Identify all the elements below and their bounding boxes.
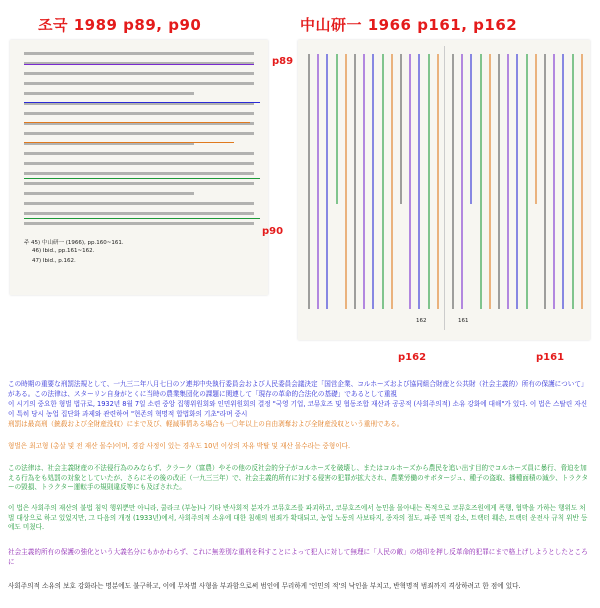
scan-text-line xyxy=(24,112,254,115)
scan-text-column xyxy=(470,54,472,204)
scan-text-line xyxy=(24,182,254,185)
scan-text-column xyxy=(516,54,518,309)
scan-text-line xyxy=(24,72,254,75)
scan-text-column xyxy=(572,54,574,309)
orange-underline xyxy=(24,122,250,123)
scan-text-line xyxy=(24,172,254,175)
japanese-book-scan xyxy=(298,40,590,340)
scan-text-column xyxy=(581,54,583,309)
green-underline-2 xyxy=(24,218,260,219)
scan-text-column xyxy=(326,54,328,309)
scan-text-line xyxy=(24,92,194,95)
paragraph-ko-3: 이 법은 사회주의 재산의 불법 침익 행위뿐만 아니라, 쿨라크 (부농)나 기타 반사회적 분자가 코뮤호즈를 파괴하고, 코뮤호즈에서 농민을 몰아내는 목적으로 코뮤호즈원에게 폭행, 협박을 가하는 행위도 처벌 대상으로 하고 있었지만, 그 다음의 개정 (1933년)에서, 사회주의적 소유에 대한 침해의 범죄가 확대되고, 농업 노동의 사보타지, 종자의 절도, 파종 면적 감소, 트랙터 훼손, 트랙터 운전사 규칙 위반 등에도 미쳤다. xyxy=(8,504,588,531)
scan-text-column xyxy=(400,54,402,204)
label-p90: p90 xyxy=(262,226,284,237)
scan-text-column xyxy=(498,54,500,309)
scan-text-line xyxy=(24,82,254,85)
scan-text-column xyxy=(452,54,454,309)
footnote-2: 46) Ibid., pp.161~162. xyxy=(32,248,95,254)
paragraph-ko-4: 사회주의적 소유의 보호 강화라는 명분에도 불구하고, 이에 무차별 사형을 부과함으로써 범인에 무리하게 '인민의 적'의 낙인을 부치고, 반혁명적 범죄까지 격상하려고 한 점에 있다. xyxy=(8,582,521,590)
paragraph-ko-2: 형벌은 최고형 (총살 및 전 재산 몰수)이며, 경감 사정이 있는 경우도 10년 이상의 자유 박탈 및 재산 몰수라는 중형이다. xyxy=(8,442,351,450)
scan-text-line xyxy=(24,192,194,195)
label-p161: p161 xyxy=(536,352,565,363)
scan-text-column xyxy=(391,54,393,309)
paragraph-ko-1: 이 시기의 중요한 형벌 법규로, 1932년 8월 7일 소련 중앙 집행위원회와 인민위원회의 결정 "국영 기업, 코뮤호즈 및 협동조합 재산과 공공적 (사회주의적) 소유 강화에 대해"가 있다. 이 법은 스탈린 자신이 특히 당시 농업 집단화 과제와 관련하여 "현존의 혁명적 합법화의 기초"라며 중시 xyxy=(8,400,588,418)
scan-text-column xyxy=(526,54,528,309)
scan-text-line xyxy=(24,152,254,155)
scan-text-column xyxy=(480,54,482,309)
scan-text-column xyxy=(507,54,509,309)
scan-text-line xyxy=(24,52,254,55)
right-title: 中山研一 1966 p161, p162 xyxy=(300,16,518,34)
scan-text-column xyxy=(562,54,564,309)
footnote-3: 47) Ibid., p.162. xyxy=(32,258,76,264)
scan-text-column xyxy=(461,54,463,309)
scan-text-column xyxy=(382,54,384,309)
page-divider xyxy=(444,46,445,330)
scan-text-column xyxy=(345,54,347,309)
paragraph-jp-2: 刑罰は最高刑（銃殺および全財産没収）にまで及び、軽減事情ある場合も一〇年以上の自由剥奪および全財産没収という重刑である。 xyxy=(8,420,404,428)
green-underline xyxy=(24,178,260,179)
left-title: 조국 1989 p89, p90 xyxy=(38,16,202,34)
orange-underline-2 xyxy=(24,142,234,143)
scan-text-line xyxy=(24,212,254,215)
scan-text-line xyxy=(24,132,254,135)
scan-page-number-162: 162 xyxy=(416,318,427,324)
scan-text-column xyxy=(544,54,546,309)
scan-text-column xyxy=(354,54,356,309)
scan-text-column xyxy=(317,54,319,309)
scan-text-column xyxy=(535,54,537,204)
scan-text-column xyxy=(437,54,439,309)
paragraph-jp-4: 社会主義的所有の保護の強化という大義名分にもかかわらず、これに無差別な重刑を科すことによって犯人に対して無理に「人民の敵」の烙印を押し反革命的犯罪にまで格上げしようとしたところに xyxy=(8,548,588,566)
label-p162: p162 xyxy=(398,352,427,363)
scan-text-column xyxy=(418,54,420,309)
scan-page-number-161: 161 xyxy=(458,318,469,324)
scan-text-column xyxy=(308,54,310,309)
scan-text-column xyxy=(336,54,338,204)
label-p89: p89 xyxy=(272,56,294,67)
scan-text-column xyxy=(553,54,555,309)
paragraph-jp-1: この時期の重要な刑罰法規として、一九三二年八月七日のソ連邦中央執行委員会および人民委員会議決定「国営企業、コルホーズおよび協同組合財産と公共財（社会主義的）所有の保護について」がある。この法律は、スターリン自身がとくに当時の農業集団化の課題に関連して「現存の革命的合法化の基礎」であるとして重視 xyxy=(8,380,588,398)
scan-text-line xyxy=(24,222,254,225)
paragraph-jp-3: この法律は、社会主義財産の不法侵行為のみならず、クラーク（富農）やその他の反社会的分子がコルホーズを破壊し、またはコルホーズから農民を追い出す目的でコルホーズ員に暴行、脅迫を加える行為をも処罰の対象としていたが、さらにその後の改正（一九三三年）で、社会主義的所有に対する侵害の犯罪が拡大され、農業労働のサボタージュ、種子の盗取、播種面積の減少、トラクターの毀損、トラクター運転手の規則違反等にも及ぼされた。 xyxy=(8,464,589,491)
purple-underline xyxy=(24,64,254,65)
footnote-1: 주 45) 中山研一 (1966), pp.160~161. xyxy=(24,240,124,246)
scan-text-column xyxy=(409,54,411,309)
blue-underline xyxy=(24,102,260,103)
scan-text-column xyxy=(372,54,374,309)
scan-text-line xyxy=(24,202,254,205)
korean-book-scan xyxy=(10,40,268,295)
scan-text-column xyxy=(489,54,491,309)
scan-text-column xyxy=(363,54,365,309)
scan-text-column xyxy=(428,54,430,309)
scan-text-line xyxy=(24,162,254,165)
